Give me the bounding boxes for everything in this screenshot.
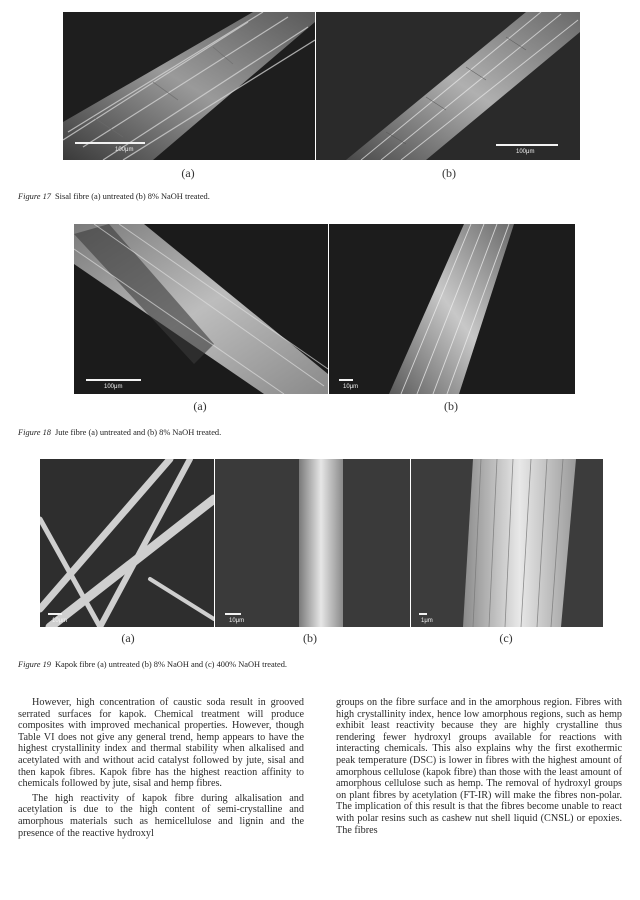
- caption-text: Kapok fibre (a) untreated (b) 8% NaOH and (c) 400% NaOH treated.: [54, 660, 288, 669]
- figure-number: Figure 19: [18, 660, 51, 669]
- scale-text: 100μm: [104, 384, 123, 390]
- panel-label: (a): [181, 166, 195, 180]
- body-left-column: [18, 697, 304, 897]
- figure-19b-micrograph: [215, 459, 410, 627]
- scale-text: 100μm: [115, 147, 134, 153]
- figure-19: [0, 445, 640, 680]
- scale-bar: [48, 613, 62, 615]
- scale-text: 10μm: [343, 384, 359, 390]
- figure-17a-micrograph: [63, 12, 315, 160]
- scale-text: 1μm: [421, 618, 433, 624]
- scale-bar: [75, 142, 145, 144]
- panel-label: (a): [193, 399, 207, 413]
- figure-18a-micrograph: [74, 224, 328, 394]
- body-right-column: [336, 697, 622, 897]
- caption-text: Sisal fibre (a) untreated (b) 8% NaOH treated.: [54, 192, 210, 201]
- scale-bar: [419, 613, 427, 615]
- scale-bar: [496, 144, 558, 146]
- figure-number: Figure 18: [18, 428, 51, 437]
- scale-text: 10μm: [52, 618, 68, 624]
- figure-19c-micrograph: [411, 459, 603, 627]
- scale-bar: [225, 613, 241, 615]
- figure-caption: [18, 428, 221, 437]
- figure-18b-micrograph: [329, 224, 575, 394]
- panel-label: (b): [442, 166, 456, 180]
- panel-label: (b): [303, 631, 317, 645]
- figure-17b-micrograph: [316, 12, 580, 160]
- caption-text: Jute fibre (a) untreated and (b) 8% NaOH treated.: [54, 428, 222, 437]
- figure-18: [0, 210, 640, 445]
- scale-text: 10μm: [229, 618, 245, 624]
- figure-caption: [18, 660, 287, 669]
- figure-17: [0, 0, 640, 210]
- figure-caption: [18, 192, 210, 201]
- scale-text: 100μm: [516, 149, 535, 155]
- scale-bar: [86, 379, 141, 381]
- paragraph: The high reactivity of kapok fibre during alkalisation and acetylation is due to the high content of semi-crystalline and amorphous materials such as hemicellulose and lignin and the presence of the reactive hydroxyl: [18, 792, 304, 839]
- paragraph: However, high concentration of caustic soda result in grooved serrated surfaces for kapok. Chemical treatment will produce composites with improved mechanical properties. However, though Table VI does not give any general trend, hemp appears to have the highest crystallinity index and thermal stability when alkalised and acetylated with and without acid catalyst followed by jute, sisal and then kapok fibres. Kapok fibre has the highest reaction affinity to chemicals followed by jute, sisal and hemp fibres.: [18, 697, 304, 790]
- figure-number: Figure 17: [18, 192, 51, 201]
- figure-19a-micrograph: [40, 459, 214, 627]
- paragraph: groups on the fibre surface and in the amorphous region. Fibres with high crystallinity index, hence low amorphous regions, such as hemp exhibit least reactivity because they are highly crystalline thus rendering fewer hydroxyl groups available for reactions with interacting chemicals. This also explains why the first exothermic peak temperature (DSC) is lower in fibres with the highest amount of amorphous cellulose (kapok fibre) than those with the least amount of amorphous cellulose such as hemp. The removal of hydroxyl groups on plant fibres by acetylation (FT-IR) will make the fibres non-polar. The implication of this result is that the fibres become unable to react with polar resins such as cashew nut shell liquid (CNSL) or epoxies. The fibres: [336, 697, 622, 836]
- scale-bar: [339, 379, 353, 381]
- panel-label: (c): [499, 631, 513, 645]
- panel-label: (a): [121, 631, 135, 645]
- panel-label: (b): [444, 399, 458, 413]
